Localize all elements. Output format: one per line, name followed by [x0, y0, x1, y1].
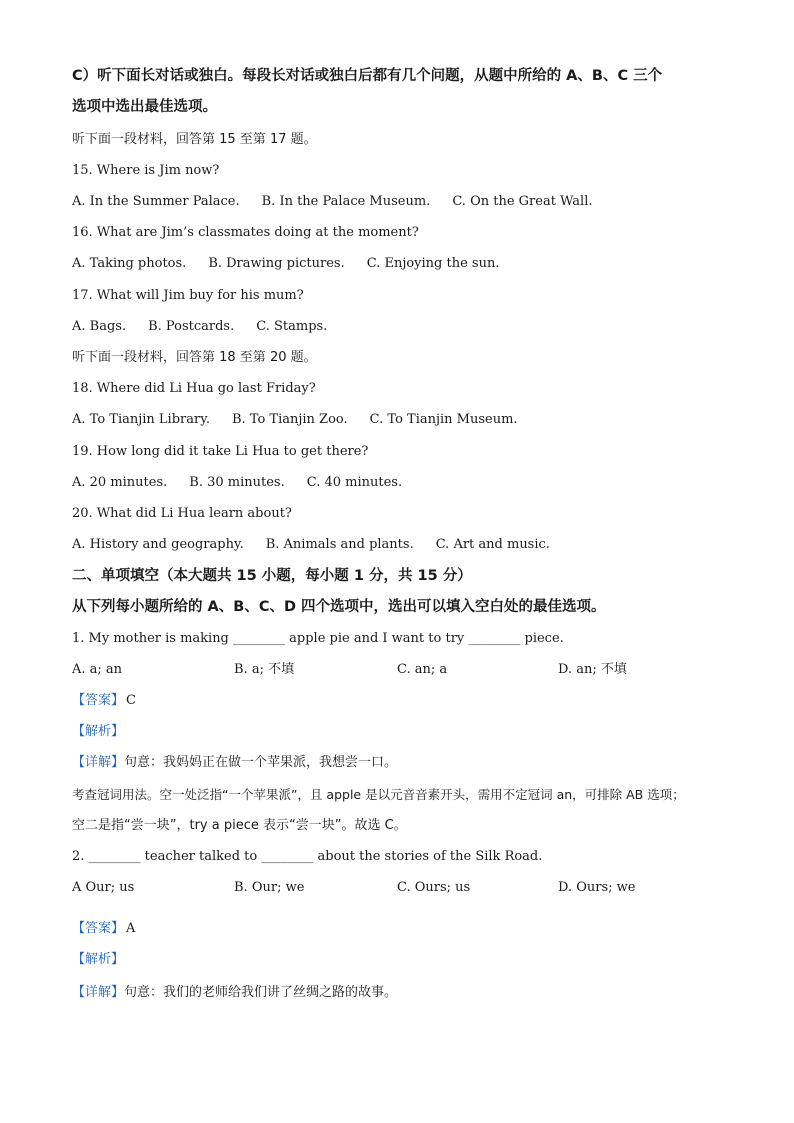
question-18-options	[72, 411, 540, 429]
option-b: B. a; 不填	[234, 662, 295, 677]
answer-value: A	[126, 921, 136, 936]
question-19-options	[72, 474, 424, 492]
option-a: A. Bags.	[72, 319, 127, 334]
question-20-options	[72, 536, 572, 554]
group1-intro: 听下面一段材料，回答第 15 至第 17 题。	[72, 132, 317, 147]
question-17: 17. What will Jim buy for his mum?	[72, 288, 304, 303]
option-c: C. an; a	[397, 662, 448, 677]
option-c: C. Stamps.	[256, 319, 328, 334]
analysis-label: 【解析】	[72, 952, 125, 967]
mc-1-analysis	[72, 723, 124, 741]
mc-question-1: 1. My mother is making ________ apple pie and I want to try ________ piece.	[72, 631, 564, 646]
detail-text: 句意：我妈妈正在做一个苹果派，我想尝一口。	[124, 755, 398, 770]
option-b: B. 30 minutes.	[189, 475, 285, 490]
option-b: B. Postcards.	[148, 319, 235, 334]
option-c: C. Enjoying the sun.	[366, 256, 500, 271]
detail-label: 【详解】	[72, 755, 125, 770]
mc-2-detail	[72, 984, 397, 1002]
question-17-options	[72, 318, 349, 336]
option-a: A. 20 minutes.	[72, 475, 168, 490]
question-20: 20. What did Li Hua learn about?	[72, 506, 292, 521]
question-16: 16. What are Jim’s classmates doing at the moment?	[72, 225, 419, 240]
answer-value: C	[126, 693, 136, 708]
option-a: A Our; us	[72, 880, 135, 895]
option-a: A. History and geography.	[72, 537, 244, 552]
question-16-options	[72, 255, 521, 273]
option-c: C. Ours; us	[397, 880, 471, 895]
option-a: A. To Tianjin Library.	[72, 412, 210, 427]
option-a: A. a; an	[72, 662, 123, 677]
question-18: 18. Where did Li Hua go last Friday?	[72, 381, 316, 396]
option-b: B. Our; we	[234, 880, 305, 895]
mc-1-explain-line2: 空二是指“尝一块”，try a piece 表示“尝一块”。故选 C。	[72, 818, 407, 833]
option-c: C. To Tianjin Museum.	[369, 412, 518, 427]
option-b: B. Drawing pictures.	[208, 256, 345, 271]
option-d: D. Ours; we	[558, 880, 636, 895]
mc-question-2-options	[72, 879, 718, 897]
mc-2-answer	[72, 920, 135, 938]
group2-intro: 听下面一段材料，回答第 18 至第 20 题。	[72, 350, 317, 365]
mc-1-explain-line1: 考查冠词用法。空一处泛指“一个苹果派”，且 apple 是以元音音素开头，需用不定冠词 an，可排除 AB 选项；	[72, 787, 685, 802]
question-19: 19. How long did it take Li Hua to get there?	[72, 444, 369, 459]
option-b: B. Animals and plants.	[265, 537, 414, 552]
mc-2-analysis	[72, 951, 124, 969]
analysis-label: 【解析】	[72, 724, 125, 739]
option-b: B. In the Palace Museum.	[261, 194, 431, 209]
mc-question-1-options	[72, 661, 718, 679]
section-c-instruction-line2: 选项中选出最佳选项。	[72, 99, 217, 115]
option-d: D. an; 不填	[558, 662, 627, 677]
option-b: B. To Tianjin Zoo.	[231, 412, 348, 427]
mc-1-answer	[72, 692, 136, 710]
question-15-options	[72, 193, 615, 211]
part2-instruction: 从下列每小题所给的 A、B、C、D 四个选项中，选出可以填入空白处的最佳选项。	[72, 599, 606, 615]
option-c: C. On the Great Wall.	[452, 194, 593, 209]
detail-label: 【详解】	[72, 985, 125, 1000]
answer-label: 【答案】	[72, 921, 125, 936]
option-c: C. 40 minutes.	[306, 475, 403, 490]
answer-label: 【答案】	[72, 693, 125, 708]
mc-question-2: 2. ________ teacher talked to ________ about the stories of the Silk Road.	[72, 849, 543, 864]
option-a: A. In the Summer Palace.	[72, 194, 240, 209]
option-c: C. Art and music.	[435, 537, 550, 552]
question-15: 15. Where is Jim now?	[72, 163, 220, 178]
detail-text: 句意：我们的老师给我们讲了丝绸之路的故事。	[124, 985, 398, 1000]
part2-title: 二、单项填空（本大题共 15 小题，每小题 1 分，共 15 分）	[72, 568, 472, 584]
mc-1-detail	[72, 754, 397, 772]
section-c-instruction-line1: C）听下面长对话或独白。每段长对话或独白后都有几个问题，从题中所给的 A、B、C 三个	[72, 68, 663, 84]
option-a: A. Taking photos.	[72, 256, 187, 271]
